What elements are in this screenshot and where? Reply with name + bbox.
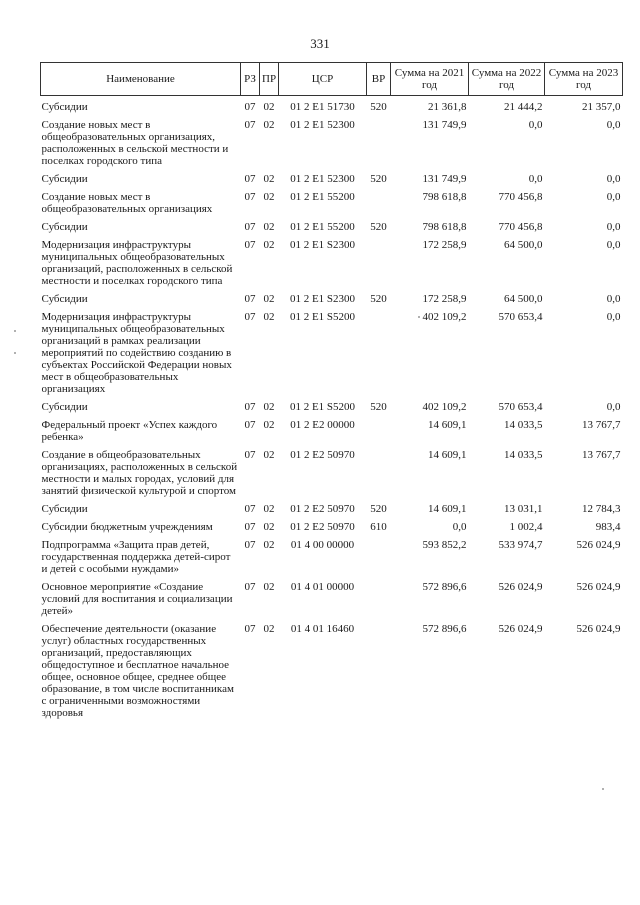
- cell-rz: 07: [244, 191, 256, 203]
- cell-sum-2021: 593 852,2: [422, 539, 467, 551]
- header-pr: ПР: [260, 63, 279, 96]
- cell-name: Основное мероприятие «Создание условий для воспитания и социализации детей»: [41, 581, 233, 617]
- cell-csr: 01 2 E1 55200: [290, 221, 355, 233]
- cell-csr: 01 2 E1 55200: [290, 191, 355, 203]
- cell-sum-2021: 172 258,9: [422, 293, 467, 305]
- cell-sum-2023: 0,0: [606, 293, 621, 305]
- cell-csr: 01 4 01 16460: [290, 623, 355, 635]
- cell-rz: 07: [244, 539, 256, 551]
- cell-sum-2021: 572 896,6: [422, 623, 467, 635]
- table-row: [41, 168, 623, 186]
- cell-name: Субсидии: [41, 101, 88, 113]
- cell-name: Субсидии: [41, 401, 88, 413]
- cell-sum-2023: 0,0: [606, 311, 621, 323]
- cell-csr: 01 2 E1 S2300: [289, 293, 356, 305]
- cell-vr: 610: [370, 521, 387, 533]
- cell-pr: 02: [263, 191, 275, 203]
- header-sum-2021: Сумма на 2021 год: [391, 63, 469, 96]
- header-vr: ВР: [367, 63, 391, 96]
- cell-sum-2023: 0,0: [606, 239, 621, 251]
- cell-sum-2022: 526 024,9: [498, 623, 543, 635]
- cell-vr: 520: [370, 101, 387, 113]
- cell-rz: 07: [244, 311, 256, 323]
- cell-vr: [367, 618, 391, 720]
- cell-sum-2021: 172 258,9: [422, 239, 467, 251]
- cell-csr: 01 2 E2 00000: [290, 419, 355, 431]
- cell-name: Создание в общеобразовательных организациях, расположенных в сельской местности и малых городах, условий для занятий физической культурой и спортом: [41, 449, 238, 497]
- cell-pr: 02: [263, 503, 275, 515]
- cell-pr: 02: [263, 449, 275, 461]
- table-row: [41, 96, 623, 115]
- cell-sum-2023: 13 767,7: [582, 449, 621, 461]
- cell-pr: 02: [263, 419, 275, 431]
- cell-pr: 02: [263, 539, 275, 551]
- cell-sum-2022: 570 653,4: [498, 401, 543, 413]
- table-row: [41, 396, 623, 414]
- cell-sum-2021: 14 609,1: [428, 503, 467, 515]
- cell-vr: [367, 414, 391, 444]
- cell-name: Субсидии бюджетным учреждениям: [41, 521, 213, 533]
- cell-sum-2023: 21 357,0: [582, 101, 621, 113]
- cell-sum-2022: 1 002,4: [509, 521, 543, 533]
- cell-vr: [367, 186, 391, 216]
- table-row: [41, 516, 623, 534]
- table-row: [41, 306, 623, 396]
- cell-csr: 01 2 E1 52300: [290, 119, 355, 131]
- cell-name: Обеспечение деятельности (оказание услуг) областных государственных организаций, предоставляющих общедоступное и бесплатное начальное общее, основное общее, среднее общее образование, в том числе воспитанникам с ограниченными возможностями здоровья: [41, 623, 234, 719]
- table-header-row: [41, 63, 623, 96]
- cell-pr: 02: [263, 239, 275, 251]
- cell-vr: 520: [370, 173, 387, 185]
- cell-name: Субсидии: [41, 221, 88, 233]
- cell-pr: 02: [263, 311, 275, 323]
- cell-pr: 02: [263, 101, 275, 113]
- cell-sum-2022: 533 974,7: [498, 539, 543, 551]
- cell-csr: 01 2 E1 51730: [290, 101, 355, 113]
- header-sum-2022: Сумма на 2022 год: [469, 63, 545, 96]
- cell-pr: 02: [263, 623, 275, 635]
- cell-vr: 520: [370, 221, 387, 233]
- cell-vr: 520: [370, 503, 387, 515]
- table-body: [41, 96, 623, 721]
- cell-sum-2021: 131 749,9: [422, 119, 467, 131]
- cell-csr: 01 4 01 00000: [290, 581, 355, 593]
- cell-name: Субсидии: [41, 503, 88, 515]
- cell-name: Субсидии: [41, 173, 88, 185]
- cell-rz: 07: [244, 221, 256, 233]
- cell-name: Создание новых мест в общеобразовательных организациях: [41, 191, 213, 215]
- cell-sum-2023: 0,0: [606, 173, 621, 185]
- cell-rz: 07: [244, 401, 256, 413]
- table-row: [41, 288, 623, 306]
- cell-sum-2022: 64 500,0: [504, 293, 543, 305]
- cell-rz: 07: [244, 101, 256, 113]
- cell-sum-2023: 0,0: [606, 119, 621, 131]
- table-row: [41, 114, 623, 168]
- cell-vr: [367, 576, 391, 618]
- cell-sum-2022: 64 500,0: [504, 239, 543, 251]
- cell-rz: 07: [244, 521, 256, 533]
- cell-vr: 520: [370, 293, 387, 305]
- cell-rz: 07: [244, 419, 256, 431]
- cell-rz: 07: [244, 449, 256, 461]
- cell-pr: 02: [263, 293, 275, 305]
- cell-name: Подпрограмма «Защита прав детей, государственная поддержка детей-сирот и детей с особыми нуждами»: [41, 539, 231, 575]
- table-row: [41, 216, 623, 234]
- scan-speck: [418, 316, 420, 318]
- cell-vr: [367, 444, 391, 498]
- scan-speck: [602, 788, 604, 790]
- header-name: Наименование: [41, 63, 241, 96]
- cell-name: Создание новых мест в общеобразовательных организациях, расположенных в сельской местности и поселках городского типа: [41, 119, 229, 167]
- cell-pr: 02: [263, 521, 275, 533]
- cell-sum-2023: 0,0: [606, 401, 621, 413]
- cell-pr: 02: [263, 401, 275, 413]
- cell-sum-2021: 798 618,8: [422, 221, 467, 233]
- cell-csr: 01 2 E2 50970: [290, 503, 355, 515]
- cell-csr: 01 2 E1 S5200: [289, 401, 356, 413]
- cell-sum-2022: 570 653,4: [498, 311, 543, 323]
- table-row: [41, 414, 623, 444]
- cell-sum-2023: 13 767,7: [582, 419, 621, 431]
- cell-vr: [367, 234, 391, 288]
- cell-sum-2023: 0,0: [606, 221, 621, 233]
- cell-sum-2022: 14 033,5: [504, 419, 543, 431]
- cell-sum-2023: 983,4: [595, 521, 621, 533]
- cell-sum-2021: 131 749,9: [422, 173, 467, 185]
- cell-name: Федеральный проект «Успех каждого ребенка»: [41, 419, 218, 443]
- cell-rz: 07: [244, 503, 256, 515]
- cell-sum-2021: 0,0: [452, 521, 467, 533]
- cell-pr: 02: [263, 119, 275, 131]
- cell-sum-2021: 14 609,1: [428, 449, 467, 461]
- cell-rz: 07: [244, 293, 256, 305]
- cell-rz: 07: [244, 623, 256, 635]
- cell-rz: 07: [244, 239, 256, 251]
- table-row: [41, 444, 623, 498]
- cell-pr: 02: [263, 173, 275, 185]
- cell-sum-2022: 770 456,8: [498, 221, 543, 233]
- cell-vr: [367, 306, 391, 396]
- cell-sum-2022: 14 033,5: [504, 449, 543, 461]
- cell-sum-2023: 526 024,9: [576, 623, 621, 635]
- cell-sum-2022: 13 031,1: [504, 503, 543, 515]
- cell-name: Модернизация инфраструктуры муниципальных общеобразовательных организаций, расположенных в сельской местности и поселках городского типа: [41, 239, 233, 287]
- cell-csr: 01 2 E2 50970: [290, 521, 355, 533]
- cell-name: Модернизация инфраструктуры муниципальных общеобразовательных организаций в рамках реализации мероприятий по содействию созданию в субъектах Российской Федерации новых мест в общеобразовательных организациях: [41, 311, 232, 395]
- cell-csr: 01 2 E1 52300: [290, 173, 355, 185]
- cell-sum-2021: 572 896,6: [422, 581, 467, 593]
- cell-sum-2021: 798 618,8: [422, 191, 467, 203]
- cell-sum-2022: 21 444,2: [504, 101, 543, 113]
- cell-sum-2022: 770 456,8: [498, 191, 543, 203]
- cell-sum-2021: 402 109,2: [422, 311, 467, 323]
- cell-csr: 01 4 00 00000: [290, 539, 355, 551]
- cell-sum-2023: 0,0: [606, 191, 621, 203]
- cell-pr: 02: [263, 221, 275, 233]
- cell-pr: 02: [263, 581, 275, 593]
- cell-sum-2023: 12 784,3: [582, 503, 621, 515]
- cell-csr: 01 2 E1 S2300: [289, 239, 356, 251]
- cell-sum-2022: 0,0: [528, 119, 543, 131]
- cell-csr: 01 2 E1 S5200: [289, 311, 356, 323]
- cell-sum-2022: 526 024,9: [498, 581, 543, 593]
- header-sum-2023: Сумма на 2023 год: [545, 63, 623, 96]
- cell-vr: 520: [370, 401, 387, 413]
- table-row: [41, 498, 623, 516]
- cell-sum-2021: 402 109,2: [422, 401, 467, 413]
- page-number: 331: [310, 36, 330, 51]
- cell-sum-2022: 0,0: [528, 173, 543, 185]
- table-row: [41, 234, 623, 288]
- cell-sum-2023: 526 024,9: [576, 581, 621, 593]
- table-row: [41, 186, 623, 216]
- table-row: [41, 576, 623, 618]
- cell-sum-2023: 526 024,9: [576, 539, 621, 551]
- scan-speck: [14, 352, 16, 354]
- cell-rz: 07: [244, 581, 256, 593]
- cell-sum-2021: 21 361,8: [428, 101, 467, 113]
- cell-rz: 07: [244, 119, 256, 131]
- cell-sum-2021: 14 609,1: [428, 419, 467, 431]
- cell-csr: 01 2 E2 50970: [290, 449, 355, 461]
- cell-vr: [367, 114, 391, 168]
- cell-vr: [367, 534, 391, 576]
- table-row: [41, 534, 623, 576]
- cell-name: Субсидии: [41, 293, 88, 305]
- cell-rz: 07: [244, 173, 256, 185]
- header-csr: ЦСР: [279, 63, 367, 96]
- table-row: [41, 618, 623, 720]
- header-rz: РЗ: [241, 63, 260, 96]
- budget-table: [40, 62, 623, 720]
- scan-speck: [14, 330, 16, 332]
